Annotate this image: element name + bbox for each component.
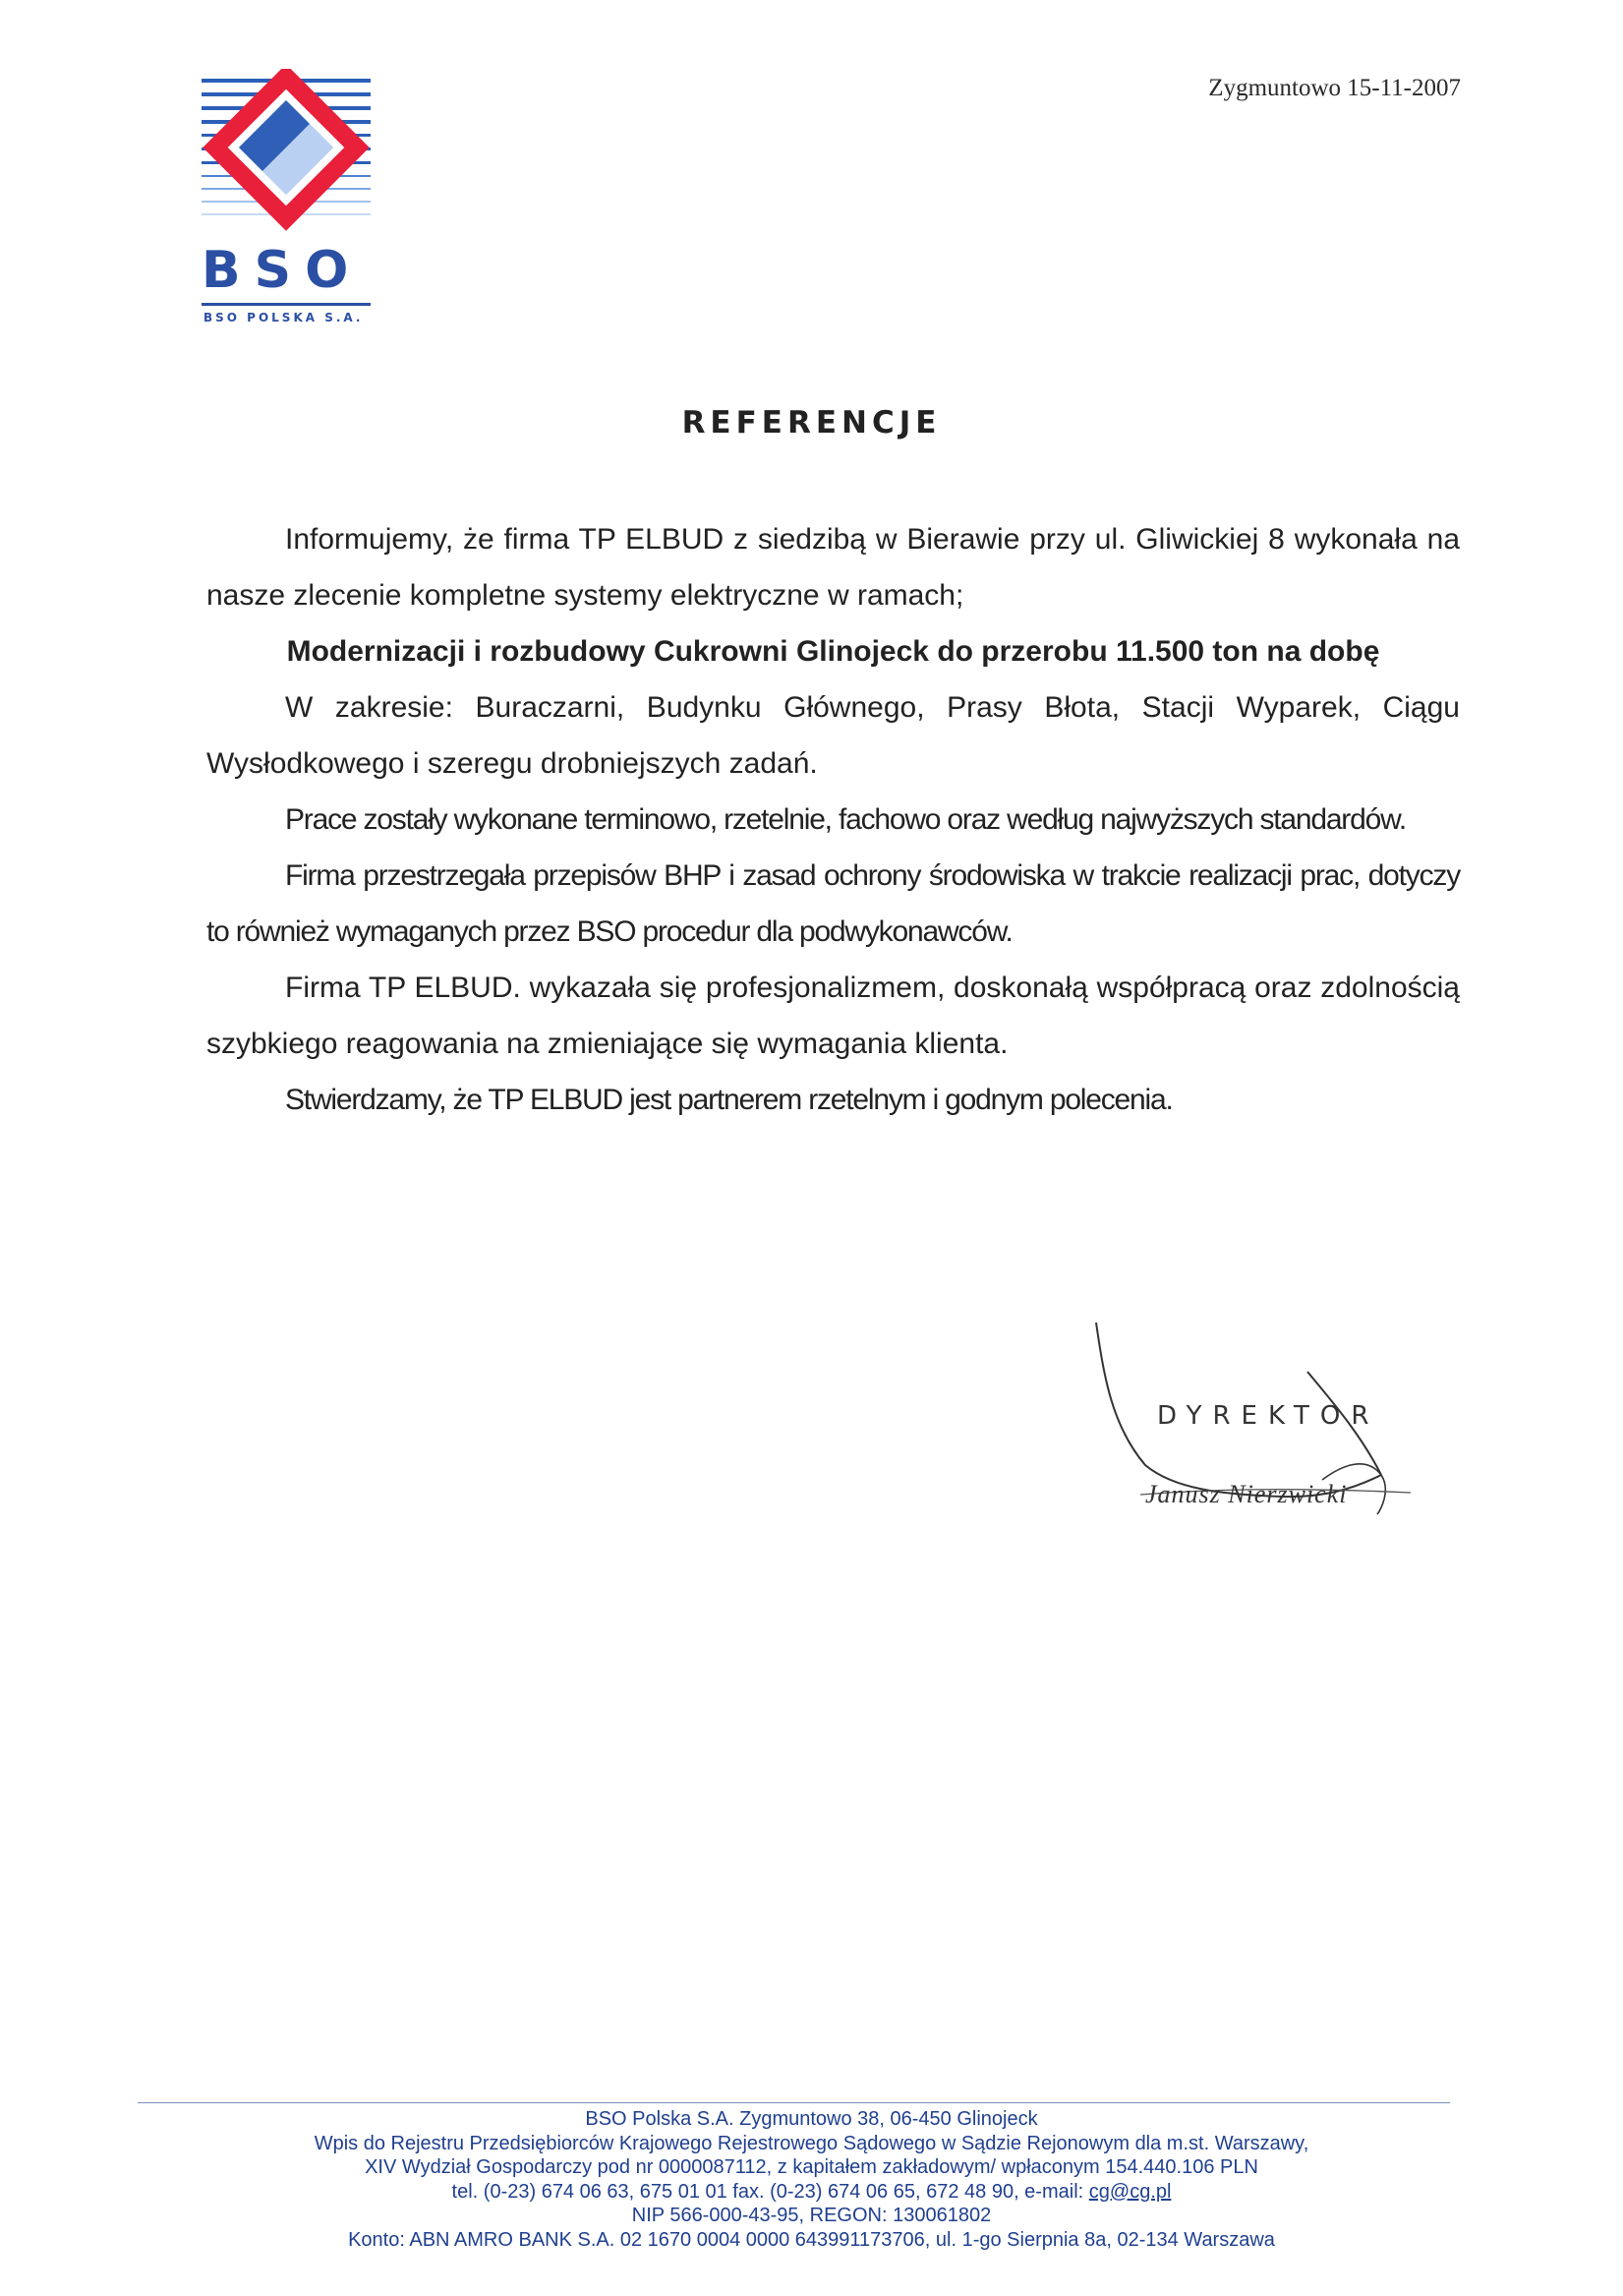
logo-rule: [202, 303, 371, 306]
paragraph-quality: Prace zostały wykonane terminowo, rzetelnie, fachowo oraz według najwyższych standardów.: [285, 803, 1407, 836]
place-date: Zygmuntowo 15-11-2007: [1208, 75, 1461, 101]
footer-capital: XIV Wydział Gospodarczy pod nr 0000087112, z kapitałem zakładowym/ wpłaconym 154.440.106 PLN: [365, 2156, 1258, 2178]
letter-body: [206, 511, 1460, 1128]
project-name: Modernizacji i rozbudowy Cukrowni Glinojeck do przerobu 11.500 ton na dobę: [286, 635, 1380, 668]
signature-title: DYREKTOR: [1157, 1401, 1380, 1431]
paragraph-scope: W zakresie: Buraczarni, Budynku Głównego, Prasy Błota, Stacji Wyparek, Ciągu Wysłodkowego i szeregu drobniejszych zadań.: [206, 691, 1460, 780]
footer-phone: tel. (0-23) 674 06 63, 675 01 01 fax. (0-23) 674 06 65, 672 48 90, e-mail:: [451, 2180, 1084, 2203]
footer-divider: [138, 2102, 1450, 2103]
logo-brand-text: BSO: [202, 241, 363, 300]
paragraph-intro: Informujemy, że firma TP ELBUD z siedzibą w Bierawie przy ul. Gliwickiej 8 wykonała na nasze zlecenie kompletne systemy elektryczne w ramach;: [206, 523, 1460, 612]
footer-registry: Wpis do Rejestru Przedsiębiorców Krajowego Rejestrowego Sądowego w Sądzie Rejonowym dla m.st. Warszawy,: [314, 2132, 1309, 2154]
footer-bank: Konto: ABN AMRO BANK S.A. 02 1670 0004 0000 643991173706, ul. 1-go Sierpnia 8a, 02-134 Warszawa: [348, 2228, 1275, 2251]
letterhead-footer: [0, 2107, 1623, 2252]
paragraph-recommendation: Stwierdzamy, że TP ELBUD jest partnerem rzetelnym i godnym polecenia.: [285, 1084, 1173, 1116]
bso-diamond-logo-icon: [202, 69, 374, 236]
document-title: REFERENCJE: [681, 405, 942, 441]
footer-tax-ids: NIP 566-000-43-95, REGON: 130061802: [631, 2205, 992, 2226]
logo-company-text: BSO POLSKA S.A.: [203, 311, 364, 324]
footer-address: BSO Polska S.A. Zygmuntowo 38, 06-450 Glinojeck: [585, 2108, 1038, 2130]
signature-block: [1086, 1318, 1420, 1534]
company-logo: [202, 69, 388, 334]
footer-contact: [0, 2180, 1623, 2205]
paragraph-safety: Firma przestrzegała przepisów BHP i zasad ochrony środowiska w trakcie realizacji prac, dotyczy to również wymaganych przez BSO procedur dla podwykonawców.: [206, 859, 1460, 948]
paragraph-professionalism: Firma TP ELBUD. wykazała się profesjonalizmem, doskonałą współpracą oraz zdolnością szybkiego reagowania na zmieniające się wymagania klienta.: [206, 971, 1460, 1060]
signature-name: Janusz Nierzwicki: [1145, 1480, 1348, 1508]
footer-email-link[interactable]: cg@cg.pl: [1088, 2180, 1172, 2203]
